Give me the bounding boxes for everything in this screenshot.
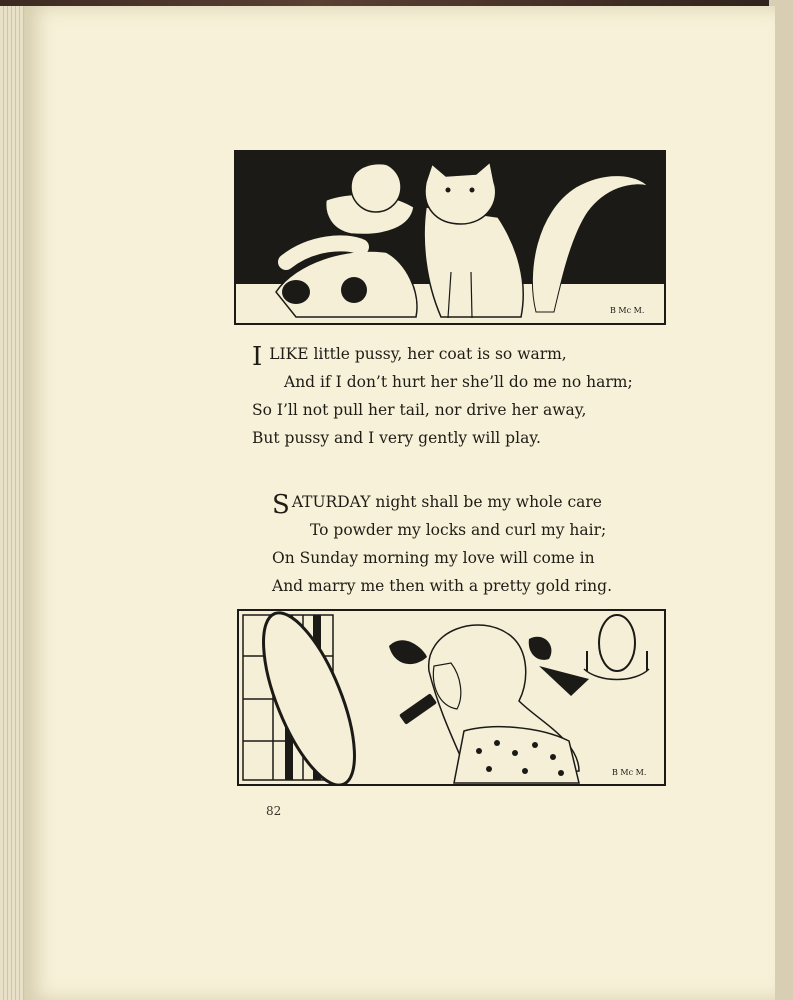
stanza-line: And marry me then with a pretty gold ring. [272, 577, 612, 595]
illustration-child-with-cat [234, 150, 666, 325]
stanza-line: On Sunday morning my love will come in [272, 549, 595, 567]
stanza-line: So I’ll not pull her tail, nor drive her away, [252, 401, 587, 419]
stanza-pussy [252, 340, 672, 452]
stanza-line: To powder my locks and curl my hair; [310, 521, 607, 539]
drop-cap: I [252, 342, 263, 372]
page-number: 82 [266, 804, 282, 818]
illustration-girl-combing-hair [237, 609, 666, 786]
illustration-signature-top: B Mc M. [610, 306, 645, 315]
stanza-saturday [272, 488, 692, 600]
stanza-line: But pussy and I very gently will play. [252, 429, 541, 447]
stanza-line: SATURDAY night shall be my whole care [272, 490, 602, 520]
drop-cap: S [272, 490, 290, 520]
stanza-line: And if I don’t hurt her she’ll do me no harm; [284, 373, 633, 391]
illustration-signature-bottom: B Mc M. [612, 768, 647, 777]
stanza-line: I LIKE little pussy, her coat is so warm, [252, 342, 567, 372]
